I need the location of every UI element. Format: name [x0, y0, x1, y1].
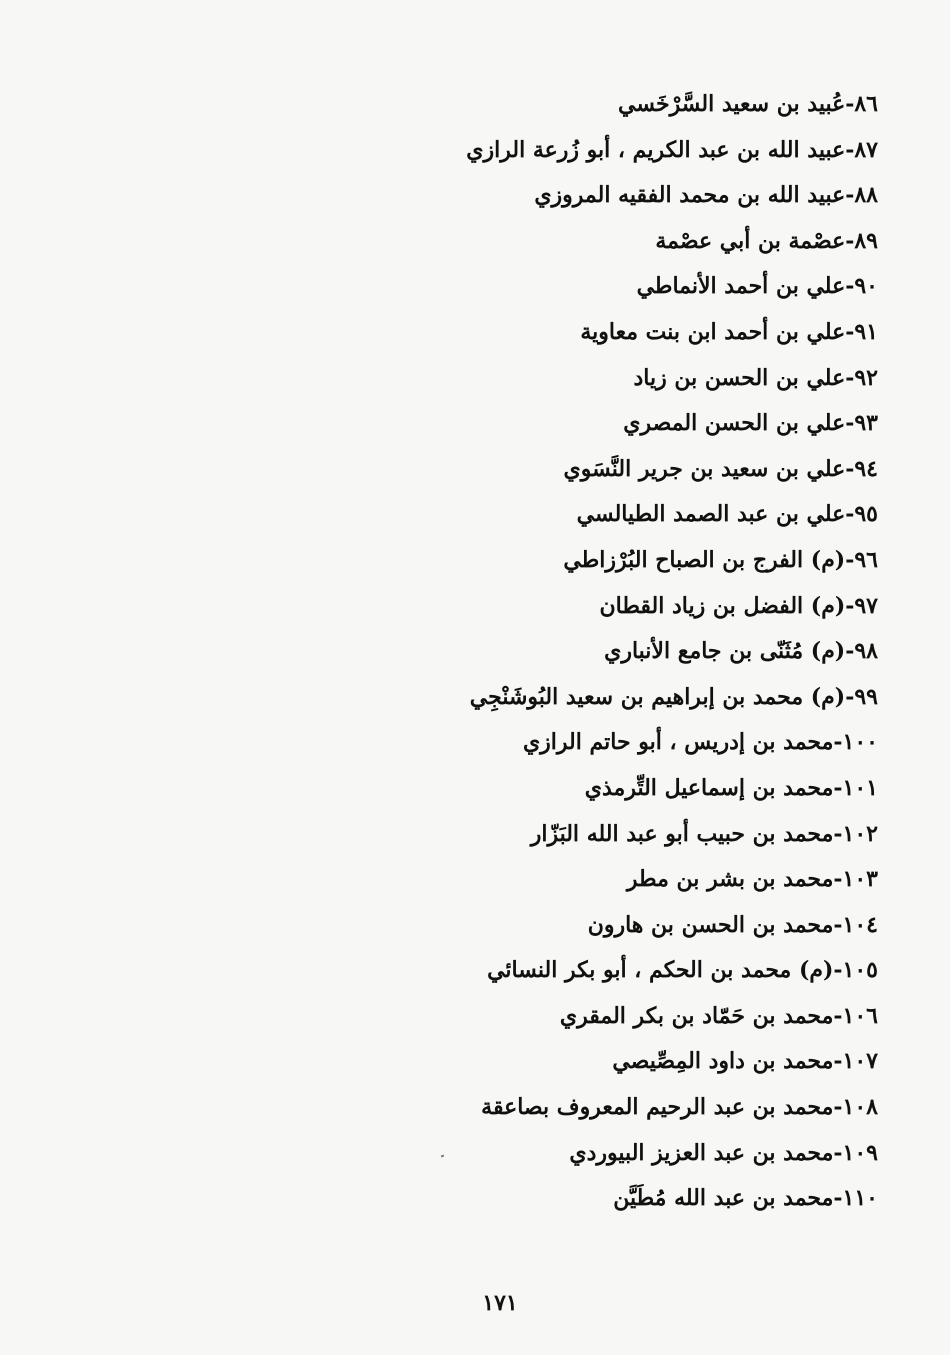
list-item: ٩٤-علي بن سعيد بن جرير النَّسَوي — [563, 455, 878, 482]
list-item: ٩٧-(م) الفضل بن زياد القطان — [599, 592, 878, 619]
list-item: ٩٨-(م) مُثَنّى بن جامع الأنباري — [604, 638, 878, 665]
list-item: ١٠٨-محمد بن عبد الرحيم المعروف بصاعقة — [481, 1094, 878, 1121]
list-item: ١٠٥-(م) محمد بن الحكم ، أبو بكر النسائي — [487, 957, 878, 984]
list-item: ١٠٠-محمد بن إدريس ، أبو حاتم الرازي — [522, 729, 878, 756]
list-item: ٩١-علي بن أحمد ابن بنت معاوية — [580, 318, 878, 345]
list-item: ٩٠-علي بن أحمد الأنماطي — [636, 273, 878, 300]
narrator-list — [418, 82, 878, 1222]
list-item: ١١٠-محمد بن عبد الله مُطَيَّن — [613, 1185, 878, 1212]
list-item: ٨٨-عبيد الله بن محمد الفقيه المروزي — [534, 182, 878, 209]
list-item: ١٠٧-محمد بن داود المِصِّيصي — [612, 1048, 878, 1075]
list-item: ٩٣-علي بن الحسن المصري — [623, 410, 878, 437]
list-item: ٩٢-علي بن الحسن بن زياد — [633, 364, 878, 391]
list-item: ٩٦-(م) الفرج بن الصباح البُرْزاطي — [563, 546, 878, 573]
list-item: ٩٩-(م) محمد بن إبراهيم بن سعيد البُوشَنْجِي — [469, 683, 878, 710]
list-item: ١٠٢-محمد بن حبيب أبو عبد الله البَزّار — [530, 820, 878, 847]
list-item: ١٠١-محمد بن إسماعيل التِّرمذي — [584, 774, 878, 801]
list-item: ١٠٤-محمد بن الحسن بن هارون — [587, 911, 878, 938]
list-item: ٨٦-عُبيد بن سعيد السَّرْخَسي — [618, 91, 878, 117]
page-number: ١٧١ — [482, 1290, 518, 1316]
list-item: ١٠٩-محمد بن عبد العزيز البيوردي — [569, 1139, 878, 1166]
list-item: ١٠٣-محمد بن بشر بن مطر — [626, 866, 878, 893]
list-item: ٨٩-عصْمة بن أبي عصْمة — [655, 227, 878, 254]
list-item: ٩٥-علي بن عبد الصمد الطيالسي — [576, 501, 878, 528]
list-item: ١٠٦-محمد بن حَمّاد بن بكر المقري — [559, 1002, 878, 1029]
list-item: ٨٧-عبيد الله بن عبد الكريم ، أبو زُرعة الرازي — [466, 136, 878, 163]
